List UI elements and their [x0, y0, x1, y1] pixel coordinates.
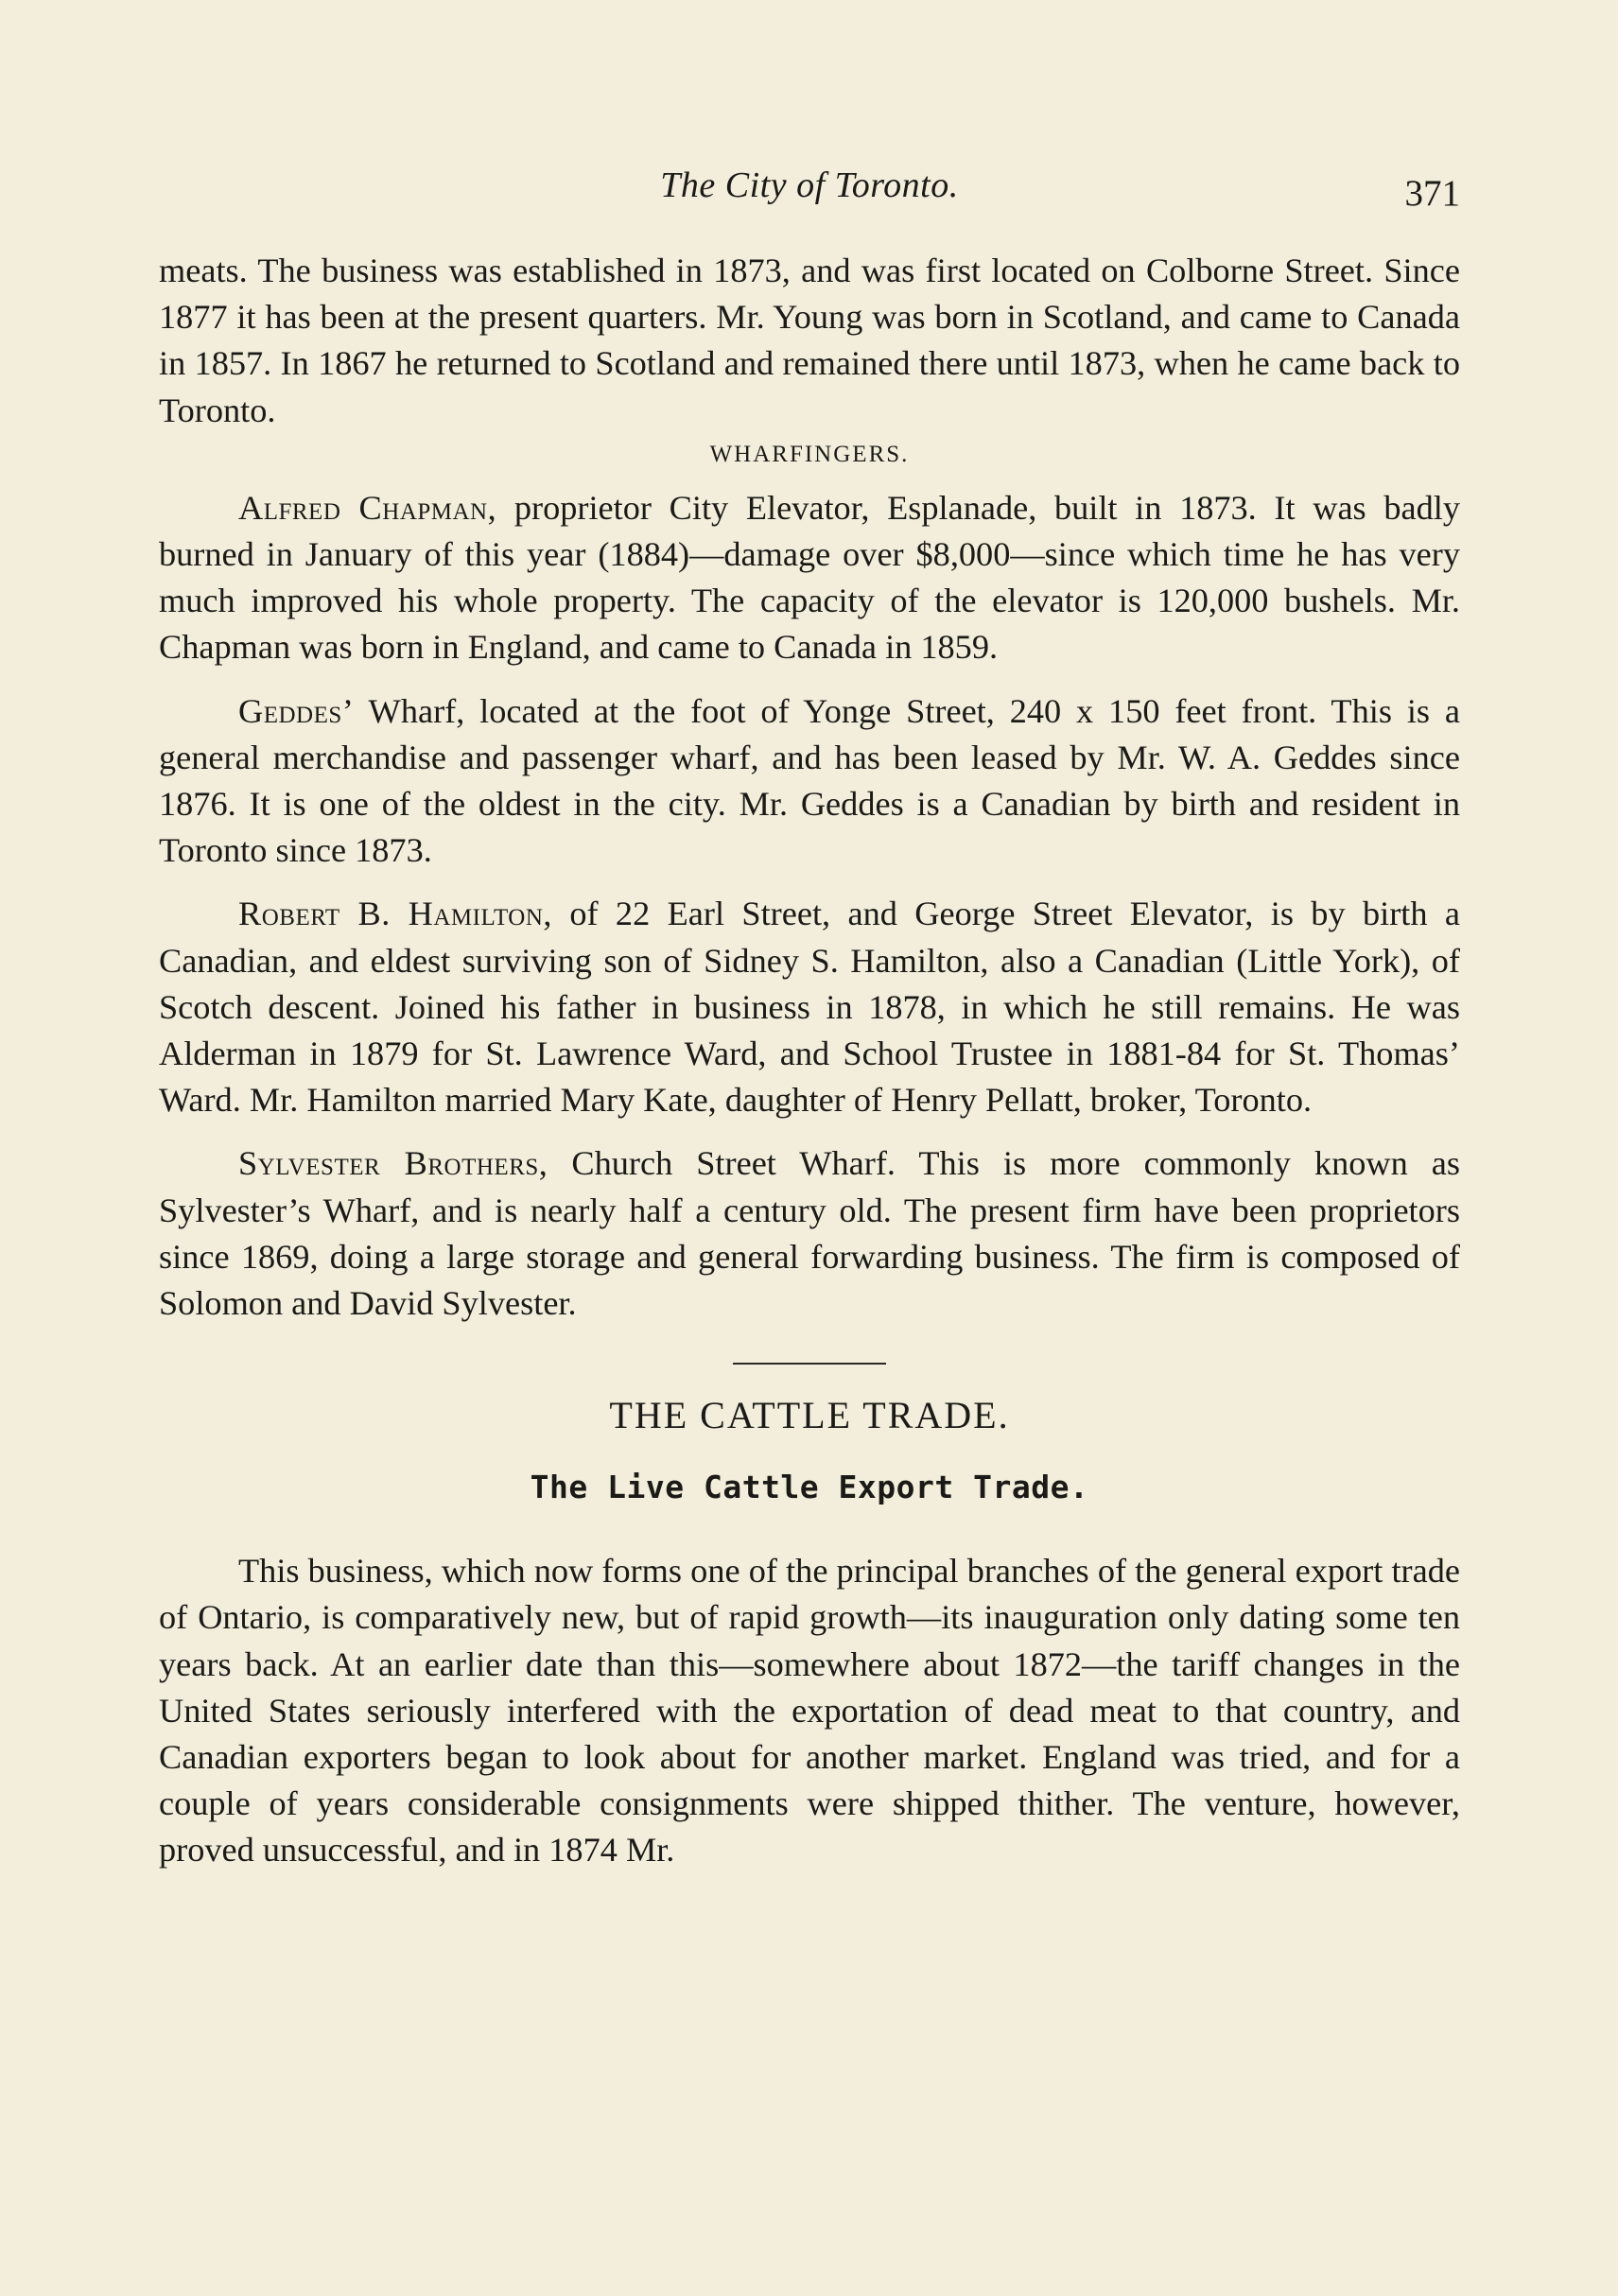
entry-name: Geddes’: [238, 691, 355, 730]
entry-text: Church Street Wharf. This is more commonly known as Sylvester’s Wharf, and is nearly half a century old. The present firm have been proprietors since 1869, doing a large storage and general forwarding business. The firm is composed of Solomon and David Sylvester.: [159, 1144, 1460, 1323]
entry-name: Robert B. Hamilton,: [238, 895, 552, 933]
continued-paragraph: meats. The business was established in 1873, and was first located on Colborne Street. Since 1877 it has been at the present quarters. Mr. Young was born in Scotland, and came to Canada in 1857. In 1867 he returned to Scotland and remained there until 1873, when he came back to Toronto.: [159, 252, 1460, 429]
page-number: 371: [1404, 173, 1460, 214]
cattle-trade-heading: THE CATTLE TRADE.: [609, 1394, 1010, 1437]
entry-chapman: [159, 485, 1460, 671]
running-title: The City of Toronto.: [660, 165, 959, 205]
entry-text: Wharf, located at the foot of Yonge Street, 240 x 150 feet front. This is a general merchandise and passenger wharf, and has been leased by Mr. W. A. Geddes since 1876. It is one of the oldest in the city. Mr. Geddes is a Canadian by birth and resident in Toronto since 1873.: [159, 691, 1460, 870]
cattle-trade-paragraph: This business, which now forms one of the principal branches of the general export trade of Ontario, is comparatively new, but of rapid growth—its inauguration only dating some ten years back. At an earlier date than this—somewhere about 1872—the tariff changes in the United States seriously interfered with the exportation of dead meat to that country, and Canadian exporters began to look about for another market. England was tried, and for a couple of years considerable consignments were shipped thither. The venture, however, proved unsuccessful, and in 1874 Mr.: [159, 1552, 1460, 1870]
entry-name: Alfred Chapman,: [238, 488, 497, 527]
entry-geddes: [159, 688, 1460, 875]
cattle-trade-subheading: The Live Cattle Export Trade.: [530, 1469, 1089, 1506]
entry-text: proprietor City Elevator, Esplanade, built in 1873. It was badly burned in January of this year (1884)—damage over $8,000—since which time he has very much improved his whole property. The capacity of the elevator is 120,000 bushels. Mr. Chapman was born in England, and came to Canada in 1859.: [159, 488, 1460, 667]
body-text: [159, 248, 1460, 1874]
running-head: [159, 161, 1460, 217]
entry-sylvester: [159, 1140, 1460, 1327]
entry-hamilton: [159, 891, 1460, 1123]
entry-text: of 22 Earl Street, and George Street Elevator, is by birth a Canadian, and eldest surviving son of Sidney S. Hamilton, also a Canadian (Little York), of Scotch descent. Joined his father in business in 1878, in which he still remains. He was Alderman in 1879 for St. Lawrence Ward, and School Trustee in 1881-84 for St. Thomas’ Ward. Mr. Hamilton married Mary Kate, daughter of Henry Pellatt, broker, Toronto.: [159, 895, 1460, 1120]
entry-name: Sylvester Brothers,: [238, 1144, 548, 1183]
section-divider: [733, 1363, 886, 1365]
wharfingers-heading: WHARFINGERS.: [709, 441, 910, 467]
